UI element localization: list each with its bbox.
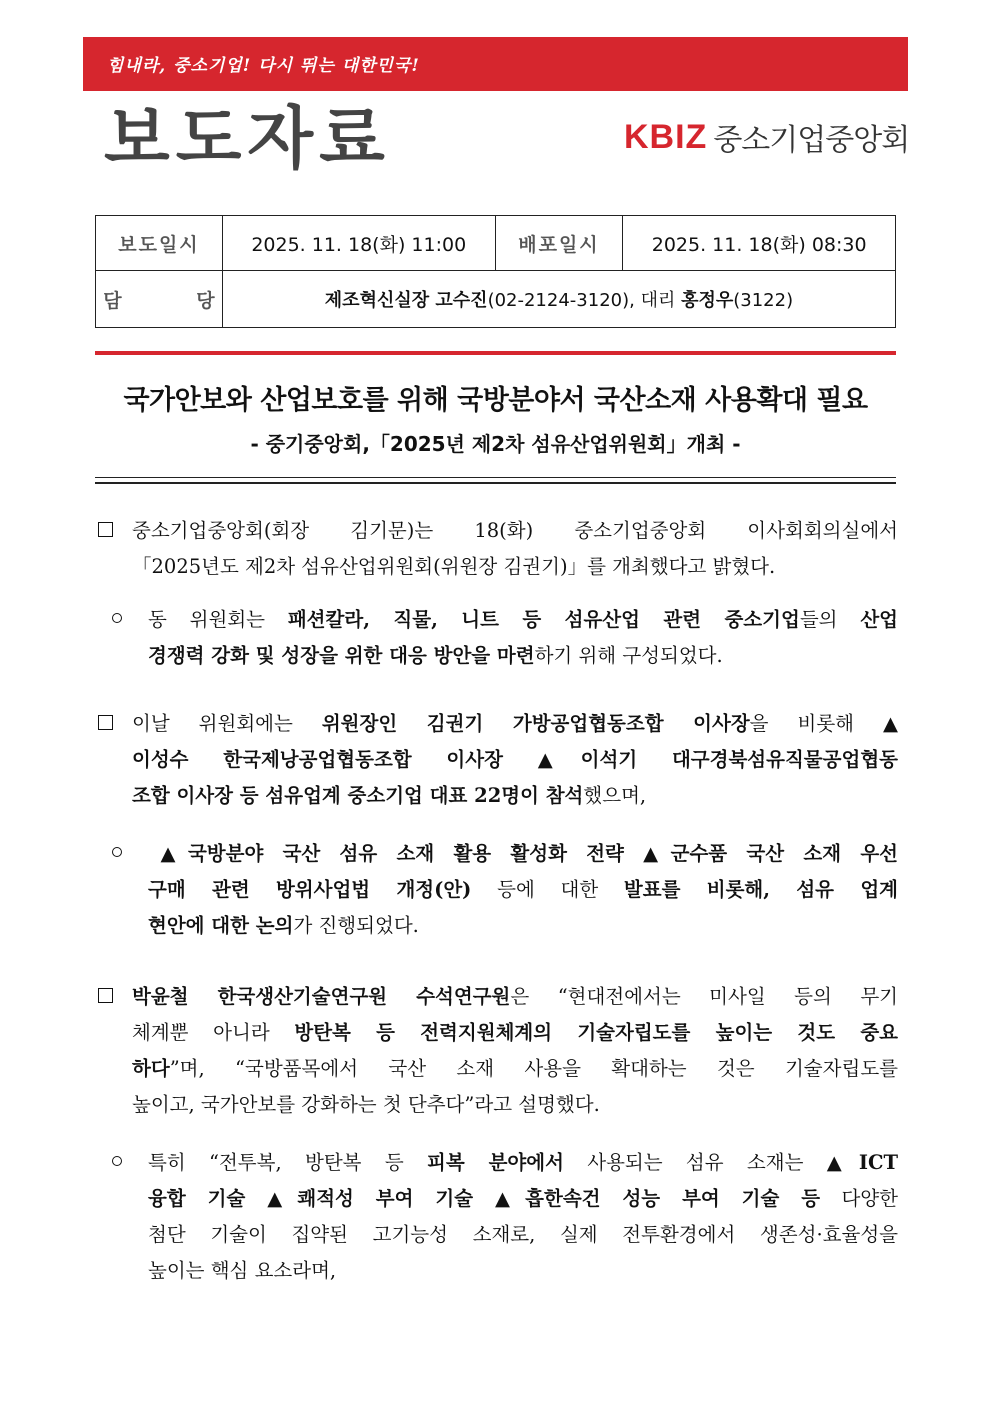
paragraph-2: 동 위원회는 패션칼라, 직물, 니트 등 섬유산업 관련 중소기업들의 산업 경쟁력 강화 및 성장을 위한 대응 방안을 마련하기 위해 구성되었다.	[98, 602, 898, 674]
logo-name: 중소기업중앙회	[713, 123, 910, 158]
square-bullet-icon	[98, 522, 113, 537]
slogan-text: 힘내라, 중소기업! 다시 뛰는 대한민국!	[107, 56, 420, 76]
release-date-label: 보도일시	[96, 216, 223, 271]
paragraph-5: 박윤철 한국생산기술연구원 수석연구원은 “현대전에서는 미사일 등의 무기 체계뿐 아니라 방탄복 등 전력지원체계의 기술자립도를 높이는 것도 중요 하다”며, “국방품목에서 국산 소재 사용을 확대하는 것은 기술자립도를 높이고, 국가안보를 강화하는 첫 단추다”라고 설명했다.	[98, 979, 898, 1123]
double-divider-bottom	[95, 482, 896, 484]
double-divider-top	[95, 477, 896, 478]
circle-bullet-icon	[112, 613, 122, 623]
release-date-value: 2025. 11. 18(화) 11:00	[222, 216, 495, 271]
document-type-title: 보도자료	[104, 100, 391, 179]
square-bullet-icon	[98, 715, 113, 730]
distribution-date-value: 2025. 11. 18(화) 08:30	[623, 216, 896, 271]
slogan-banner	[83, 37, 908, 91]
release-info-table	[95, 215, 896, 328]
circle-bullet-icon	[112, 1156, 122, 1166]
kbiz-logo	[624, 116, 909, 158]
circle-bullet-icon	[112, 847, 122, 857]
paragraph-3: 이날 위원회에는 위원장인 김권기 가방공업협동조합 이사장을 비롯해 ▲ 이성수 한국제낭공업협동조합 이사장 ▲이석기 대구경북섬유직물공업협동 조합 이사장 등 섬유업계 중소기업 대표 22명이 참석했으며,	[98, 706, 898, 814]
red-divider	[95, 351, 896, 355]
paragraph-6: 특히 “전투복, 방탄복 등 피복 분야에서 사용되는 섬유 소재는 ▲ICT 융합 기술 ▲쾌적성 부여 기술 ▲흡한속건 성능 부여 기술 등 다양한 첨단 기술이 집약된 고기능성 소재로, 실제 전투환경에서 생존성·효율성을 높이는 핵심 요소라며,	[98, 1145, 898, 1289]
paragraph-4: ▲국방분야 국산 섬유 소재 활용 활성화 전략 ▲군수품 국산 소재 우선 구매 관련 방위사업법 개정(안) 등에 대한 발표를 비롯해, 섬유 업계 현안에 대한 논의가 진행되었다.	[98, 836, 898, 944]
headline: 국가안보와 산업보호를 위해 국방분야서 국산소재 사용확대 필요	[123, 385, 868, 416]
paragraph-1: 중소기업중앙회(회장 김기문)는 18(화) 중소기업중앙회 이사회회의실에서 「2025년도 제2차 섬유산업위원회(위원장 김권기)」를 개최했다고 밝혔다.	[98, 513, 898, 585]
contact-value: 제조혁신실장 고수진(02-2124-3120), 대리 홍정우(3122)	[222, 271, 895, 328]
distribution-date-label: 배포일시	[495, 216, 623, 271]
square-bullet-icon	[98, 988, 113, 1003]
subheadline: - 중기중앙회,「2025년 제2차 섬유산업위원회」개최 -	[250, 432, 741, 456]
contact-label: 담 당	[96, 271, 223, 328]
logo-mark: KBIZ	[624, 117, 708, 156]
